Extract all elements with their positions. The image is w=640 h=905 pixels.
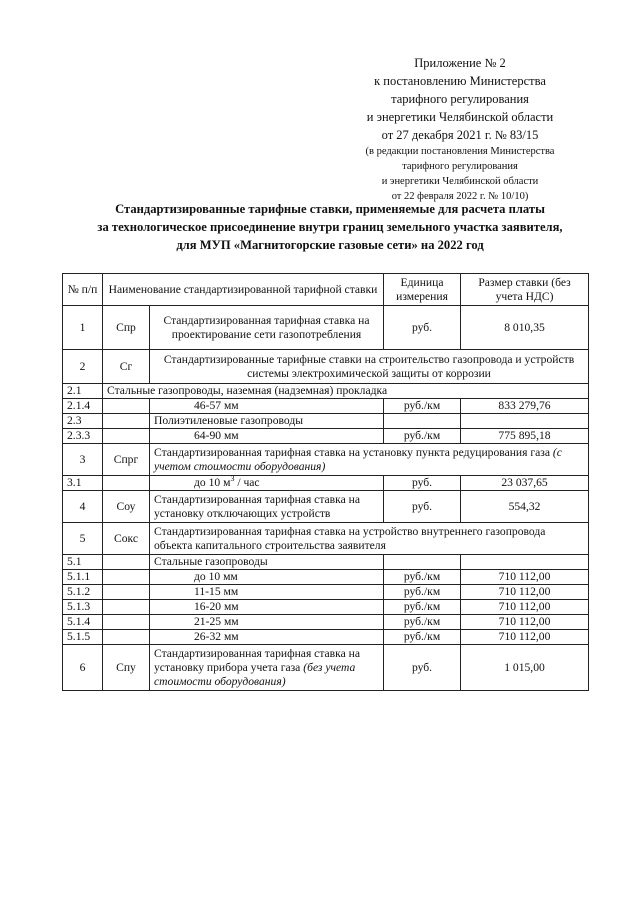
header-rate: Размер ставки (без учета НДС) xyxy=(461,274,589,306)
row-value: 554,32 xyxy=(461,491,589,523)
row-num: 5 xyxy=(63,523,103,555)
row-unit: руб. xyxy=(384,645,461,691)
table-row xyxy=(63,399,589,414)
row-desc: Стандартизированная тарифная ставка на установку отключающих устройств xyxy=(150,491,384,523)
row-desc xyxy=(150,444,589,476)
row-num: 5.1.3 xyxy=(63,600,103,615)
row-value: 23 037,65 xyxy=(461,476,589,491)
row-num: 5.1 xyxy=(63,555,103,570)
row-desc: 46-57 мм xyxy=(150,399,384,414)
row-code xyxy=(103,429,150,444)
appendix-line: и энергетики Челябинской области xyxy=(366,110,554,124)
row-desc: Стальные газопроводы, наземная (надземная) прокладка xyxy=(103,384,589,399)
table-row xyxy=(63,350,589,384)
row-num: 2.3 xyxy=(63,414,103,429)
row-code xyxy=(103,555,150,570)
row-unit: руб./км xyxy=(384,630,461,645)
row-unit: руб./км xyxy=(384,429,461,444)
table-row xyxy=(63,555,589,570)
header-unit: Единица измерения xyxy=(384,274,461,306)
row-desc: Полиэтиленовые газопроводы xyxy=(150,414,384,429)
row-value: 710 112,00 xyxy=(461,570,589,585)
row-num: 3.1 xyxy=(63,476,103,491)
row-unit: руб./км xyxy=(384,399,461,414)
row-code: Спу xyxy=(103,645,150,691)
row-unit: руб. xyxy=(384,476,461,491)
row-value: 710 112,00 xyxy=(461,600,589,615)
row-code: Сг xyxy=(103,350,150,384)
row-code xyxy=(103,414,150,429)
title-line: за технологическое присоединение внутри границ земельного участка заявителя, xyxy=(97,220,563,234)
unit-text: до 10 м xyxy=(194,476,231,489)
table-header-row xyxy=(63,274,589,306)
table-row xyxy=(63,630,589,645)
row-unit: руб. xyxy=(384,491,461,523)
document-title xyxy=(70,200,590,254)
table-row xyxy=(63,585,589,600)
rates-table xyxy=(62,273,589,691)
title-line: Стандартизированные тарифные ставки, применяемые для расчета платы xyxy=(115,202,545,216)
edition-line: тарифного регулирования xyxy=(402,161,518,172)
row-desc: 11-15 мм xyxy=(150,585,384,600)
row-num: 6 xyxy=(63,645,103,691)
row-desc: Стальные газопроводы xyxy=(150,555,384,570)
unit-text: / час xyxy=(234,476,260,489)
table-row xyxy=(63,491,589,523)
row-value: 710 112,00 xyxy=(461,615,589,630)
row-desc-text: Стандартизированная тарифная ставка на установку прибора учета газа xyxy=(154,646,361,674)
row-desc: 21-25 мм xyxy=(150,615,384,630)
row-desc: 26-32 мм xyxy=(150,630,384,645)
row-num: 2.3.3 xyxy=(63,429,103,444)
row-value: 1 015,00 xyxy=(461,645,589,691)
row-unit: руб./км xyxy=(384,615,461,630)
row-num: 2.1.4 xyxy=(63,399,103,414)
edition-note xyxy=(330,144,590,204)
row-code xyxy=(103,615,150,630)
row-value: 775 895,18 xyxy=(461,429,589,444)
row-code: Спрг xyxy=(103,444,150,476)
edition-line: от 22 февраля 2022 г. № 10/10) xyxy=(391,191,529,202)
row-unit: руб./км xyxy=(384,570,461,585)
row-code xyxy=(103,600,150,615)
row-code xyxy=(103,630,150,645)
table-row xyxy=(63,600,589,615)
row-desc-note: (с учетом стоимости оборудования) xyxy=(154,445,562,473)
row-num: 5.1.1 xyxy=(63,570,103,585)
row-code: Спр xyxy=(103,306,150,350)
table-row xyxy=(63,414,589,429)
row-desc: 16-20 мм xyxy=(150,600,384,615)
row-unit xyxy=(384,414,461,429)
appendix-line: от 27 декабря 2021 г. № 83/15 xyxy=(381,128,539,142)
unit-superscript: 3 xyxy=(230,474,235,484)
row-unit xyxy=(384,555,461,570)
appendix-line: к постановлению Министерства xyxy=(374,74,546,88)
row-unit: руб./км xyxy=(384,600,461,615)
row-code: Соу xyxy=(103,491,150,523)
row-num: 5.1.5 xyxy=(63,630,103,645)
row-unit: руб./км xyxy=(384,585,461,600)
row-code: Сокс xyxy=(103,523,150,555)
row-value xyxy=(461,414,589,429)
table-row xyxy=(63,523,589,555)
row-desc-text: Стандартизированная тарифная ставка на установку пункта редуцирования газа xyxy=(154,445,550,459)
row-value xyxy=(461,555,589,570)
edition-line: (в редакции постановления Министерства xyxy=(365,146,555,157)
row-desc: 64-90 мм xyxy=(150,429,384,444)
header-name: Наименование стандартизированной тарифной ставки xyxy=(103,274,384,306)
row-code xyxy=(103,476,150,491)
row-num: 5.1.2 xyxy=(63,585,103,600)
row-num: 1 xyxy=(63,306,103,350)
edition-line: и энергетики Челябинской области xyxy=(381,176,539,187)
table-row xyxy=(63,306,589,350)
row-code xyxy=(103,585,150,600)
row-num: 2 xyxy=(63,350,103,384)
header-num: № п/п xyxy=(63,274,103,306)
table-row xyxy=(63,570,589,585)
row-code xyxy=(103,399,150,414)
row-value: 710 112,00 xyxy=(461,585,589,600)
row-value: 833 279,76 xyxy=(461,399,589,414)
title-line: для МУП «Магнитогорские газовые сети» на 2022 год xyxy=(176,238,484,252)
table-row xyxy=(63,615,589,630)
table-row xyxy=(63,444,589,476)
row-desc: до 10 мм xyxy=(150,570,384,585)
row-desc: Стандартизированная тарифная ставка на проектирование сети газопотребления xyxy=(150,306,384,350)
row-value: 8 010,35 xyxy=(461,306,589,350)
row-desc xyxy=(150,645,384,691)
appendix-line: тарифного регулирования xyxy=(391,92,529,106)
row-num: 5.1.4 xyxy=(63,615,103,630)
row-desc-note: (без учета стоимости оборудования) xyxy=(154,660,356,688)
appendix-line: Приложение № 2 xyxy=(414,56,506,70)
table-row xyxy=(63,384,589,399)
appendix-block xyxy=(330,54,590,204)
table-row xyxy=(63,645,589,691)
row-unit: руб. xyxy=(384,306,461,350)
row-num: 3 xyxy=(63,444,103,476)
row-code xyxy=(103,570,150,585)
row-num: 2.1 xyxy=(63,384,103,399)
table-row xyxy=(63,429,589,444)
row-desc: Стандартизированные тарифные ставки на строительство газопровода и устройств системы электрохимической защиты от коррозии xyxy=(150,350,589,384)
row-num: 4 xyxy=(63,491,103,523)
row-value: 710 112,00 xyxy=(461,630,589,645)
row-desc: Стандартизированная тарифная ставка на устройство внутреннего газопровода объекта капитального строительства заявителя xyxy=(150,523,589,555)
table-row xyxy=(63,476,589,491)
row-desc xyxy=(150,476,384,491)
